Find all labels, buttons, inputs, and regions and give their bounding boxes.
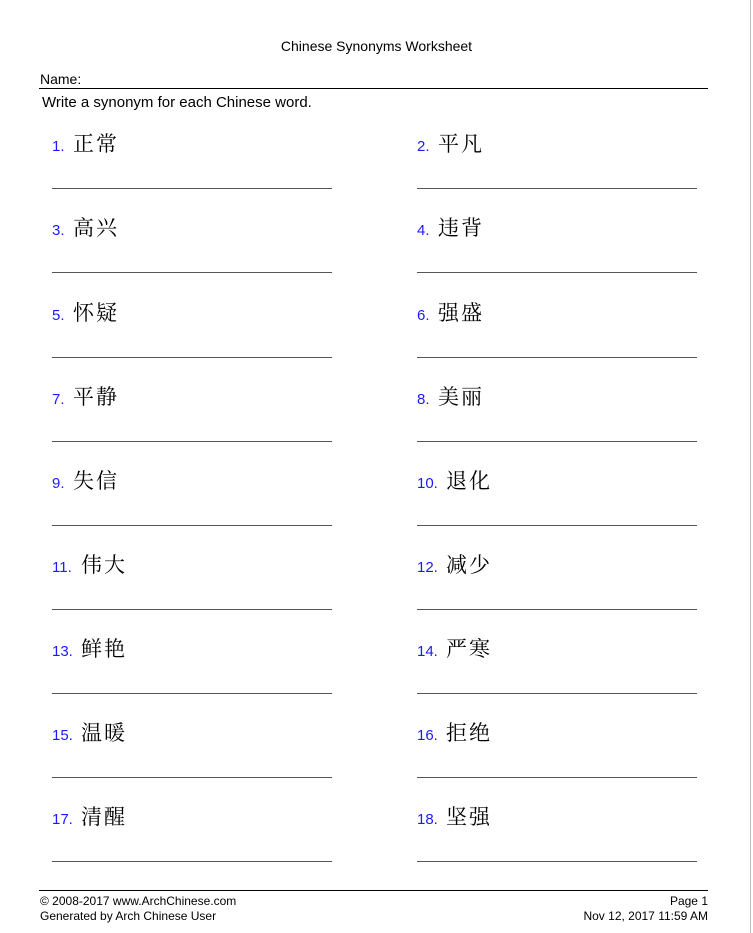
list-item — [417, 631, 707, 701]
footer-page-number: Page 1 — [669, 894, 708, 908]
worksheet-title: Chinese Synonyms Worksheet — [280, 38, 473, 54]
answer-line[interactable] — [52, 272, 332, 273]
answer-line[interactable] — [417, 861, 697, 862]
footer-divider — [39, 890, 708, 891]
item-word: 伟大 — [81, 553, 127, 577]
footer-copyright: © 2008-2017 www.ArchChinese.com — [40, 894, 237, 908]
name-label: Name: — [40, 71, 82, 87]
list-item — [52, 126, 342, 196]
item-number: 18. — [417, 811, 438, 828]
item-word: 失信 — [73, 469, 119, 493]
item-number: 8. — [417, 391, 430, 408]
answer-line[interactable] — [417, 357, 697, 358]
item-word: 减少 — [446, 553, 492, 577]
list-item — [52, 631, 342, 701]
answer-line[interactable] — [52, 357, 332, 358]
item-word: 平凡 — [438, 132, 484, 156]
name-underline — [39, 88, 708, 89]
item-number: 17. — [52, 811, 73, 828]
answer-line[interactable] — [417, 441, 697, 442]
answer-line[interactable] — [417, 609, 697, 610]
list-item — [417, 126, 707, 196]
item-number: 9. — [52, 475, 65, 492]
item-number: 15. — [52, 727, 73, 744]
list-item — [417, 799, 707, 869]
item-number: 2. — [417, 138, 430, 155]
list-item — [417, 210, 707, 280]
item-word: 鲜艳 — [81, 637, 127, 661]
item-number: 13. — [52, 643, 73, 660]
item-number: 3. — [52, 222, 65, 239]
page-edge — [750, 0, 751, 933]
answer-line[interactable] — [52, 609, 332, 610]
list-item — [52, 463, 342, 533]
item-word: 美丽 — [438, 385, 484, 409]
answer-line[interactable] — [417, 188, 697, 189]
item-number: 12. — [417, 559, 438, 576]
item-word: 退化 — [446, 469, 492, 493]
list-item — [417, 463, 707, 533]
item-word: 平静 — [73, 385, 119, 409]
item-number: 7. — [52, 391, 65, 408]
answer-line[interactable] — [417, 272, 697, 273]
item-number: 14. — [417, 643, 438, 660]
list-item — [52, 547, 342, 617]
item-word: 高兴 — [73, 216, 119, 240]
footer-generated-by: Generated by Arch Chinese User — [40, 909, 217, 923]
list-item — [417, 379, 707, 449]
item-word: 怀疑 — [73, 301, 119, 325]
answer-line[interactable] — [52, 441, 332, 442]
footer-date: Nov 12, 2017 11:59 AM — [583, 909, 708, 923]
answer-line[interactable] — [52, 693, 332, 694]
item-number: 16. — [417, 727, 438, 744]
item-number: 10. — [417, 475, 438, 492]
list-item — [52, 799, 342, 869]
list-item — [417, 295, 707, 365]
item-number: 11. — [52, 559, 72, 576]
answer-line[interactable] — [52, 525, 332, 526]
item-word: 温暖 — [81, 721, 127, 745]
list-item — [417, 547, 707, 617]
answer-line[interactable] — [52, 861, 332, 862]
item-word: 正常 — [73, 132, 119, 156]
item-word: 拒绝 — [446, 721, 492, 745]
answer-line[interactable] — [52, 777, 332, 778]
list-item — [52, 379, 342, 449]
instructions: Write a synonym for each Chinese word. — [42, 94, 312, 111]
answer-line[interactable] — [417, 777, 697, 778]
list-item — [52, 715, 342, 785]
item-word: 清醒 — [81, 805, 127, 829]
answer-line[interactable] — [52, 188, 332, 189]
item-word: 坚强 — [446, 805, 492, 829]
item-word: 强盛 — [438, 301, 484, 325]
list-item — [417, 715, 707, 785]
answer-line[interactable] — [417, 525, 697, 526]
item-word: 严寒 — [446, 637, 492, 661]
item-number: 4. — [417, 222, 430, 239]
list-item — [52, 210, 342, 280]
item-word: 违背 — [438, 216, 484, 240]
item-number: 5. — [52, 307, 65, 324]
list-item — [52, 295, 342, 365]
item-number: 6. — [417, 307, 430, 324]
item-number: 1. — [52, 138, 65, 155]
answer-line[interactable] — [417, 693, 697, 694]
